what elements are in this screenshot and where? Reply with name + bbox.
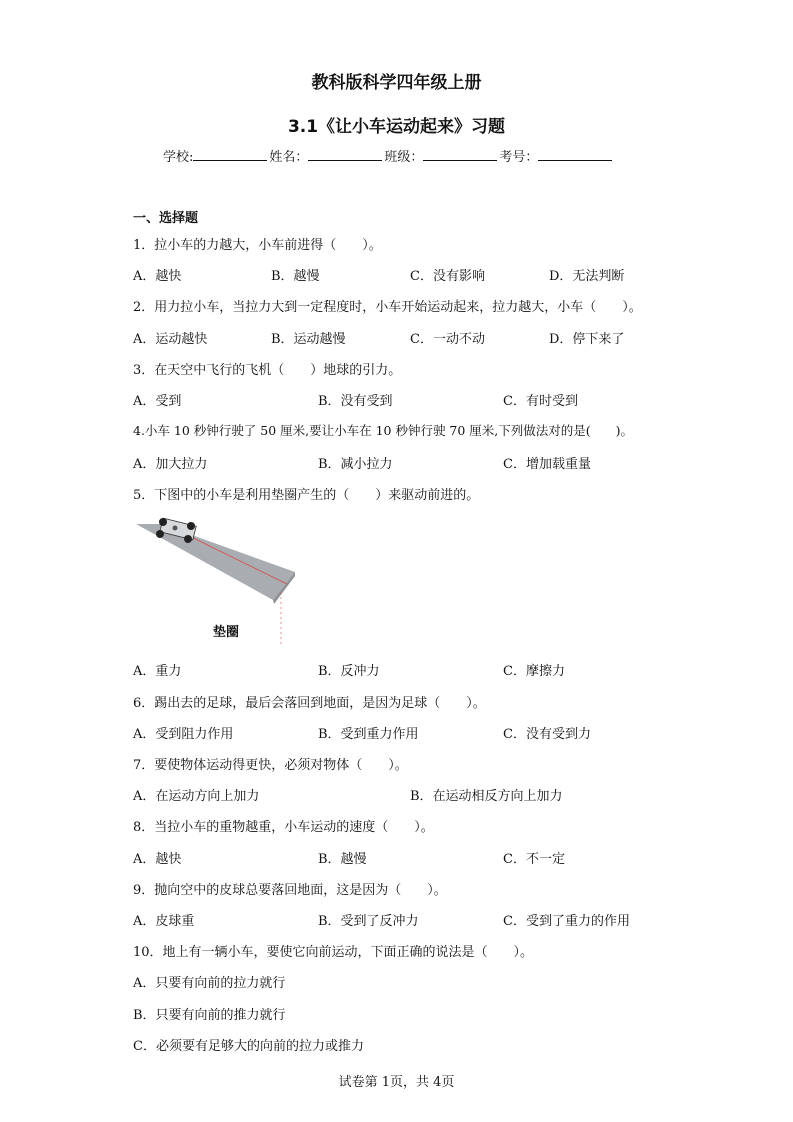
q4-option-b[interactable]: B．减小拉力 — [318, 457, 393, 472]
washer-label: 垫圈 — [213, 625, 240, 640]
q6-option-b[interactable]: B．受到重力作用 — [318, 727, 419, 742]
q6-option-a[interactable]: A．受到阻力作用 — [133, 727, 234, 742]
q1-option-c[interactable]: C．没有影响 — [410, 269, 485, 284]
q6-option-c[interactable]: C．没有受到力 — [503, 727, 591, 742]
q3-option-c[interactable]: C．有时受到 — [503, 394, 578, 409]
q9-option-c[interactable]: C．受到了重力的作用 — [503, 914, 630, 929]
q1-option-b[interactable]: B．越慢 — [271, 269, 320, 284]
class-blank[interactable] — [423, 148, 497, 161]
q8-option-a[interactable]: A．越快 — [133, 852, 182, 867]
school-label: 学校: — [163, 150, 194, 165]
q1-option-d[interactable]: D．无法判断 — [549, 269, 625, 284]
question-5: 5．下图中的小车是利用垫圈产生的（ ）来驱动前进的。 — [133, 488, 480, 503]
q5-option-b[interactable]: B．反冲力 — [318, 664, 380, 679]
name-blank[interactable] — [308, 148, 382, 161]
q2-option-d[interactable]: D．停下来了 — [549, 332, 625, 347]
q9-option-b[interactable]: B．受到了反冲力 — [318, 914, 419, 929]
q2-option-c[interactable]: C．一动不动 — [410, 332, 485, 347]
question-9: 9．抛向空中的皮球总要落回地面，这是因为（ ）。 — [133, 883, 447, 898]
question-10: 10．地上有一辆小车，要使它向前运动，下面正确的说法是（ ）。 — [133, 945, 534, 960]
school-blank[interactable] — [193, 148, 267, 161]
page-subtitle: 3.1《让小车运动起来》习题 — [287, 117, 506, 137]
q7-option-a[interactable]: A．在运动方向上加力 — [133, 789, 260, 804]
question-3: 3．在天空中飞行的飞机（ ）地球的引力。 — [133, 363, 402, 378]
exam-number-label: 考号： — [499, 150, 539, 165]
q10-option-c[interactable]: C．必须要有足够大的向前的拉力或推力 — [133, 1039, 364, 1054]
car-on-board-figure — [133, 512, 298, 650]
q2-option-b[interactable]: B．运动越慢 — [271, 332, 346, 347]
q8-option-b[interactable]: B．越慢 — [318, 852, 367, 867]
question-8: 8．当拉小车的重物越重，小车运动的速度（ ）。 — [133, 820, 434, 835]
student-info-line — [163, 146, 614, 165]
exam-number-blank[interactable] — [538, 148, 612, 161]
q5-option-c[interactable]: C．摩擦力 — [503, 664, 565, 679]
question-2: 2．用力拉小车，当拉力大到一定程度时，小车开始运动起来，拉力越大，小车（ ）。 — [133, 300, 642, 315]
q7-option-b[interactable]: B．在运动相反方向上加力 — [410, 789, 563, 804]
question-7: 7．要使物体运动得更快，必须对物体（ ）。 — [133, 758, 408, 773]
question-6: 6．踢出去的足球，最后会落回到地面，是因为足球（ ）。 — [133, 696, 486, 711]
section-title: 一、选择题 — [133, 211, 199, 226]
q4-option-a[interactable]: A．加大拉力 — [133, 457, 208, 472]
q2-option-a[interactable]: A．运动越快 — [133, 332, 208, 347]
q3-option-a[interactable]: A．受到 — [133, 394, 182, 409]
page-title: 教科版科学四年级上册 — [311, 73, 482, 93]
page-footer: 试卷第 1页，共 4页 — [338, 1075, 455, 1090]
q10-option-b[interactable]: B．只要有向前的推力就行 — [133, 1008, 286, 1023]
q10-option-a[interactable]: A．只要有向前的拉力就行 — [133, 976, 286, 991]
class-label: 班级： — [384, 150, 424, 165]
q8-option-c[interactable]: C．不一定 — [503, 852, 565, 867]
q4-option-c[interactable]: C．增加载重量 — [503, 457, 591, 472]
q5-option-a[interactable]: A．重力 — [133, 664, 182, 679]
q3-option-b[interactable]: B．没有受到 — [318, 394, 393, 409]
q9-option-a[interactable]: A．皮球重 — [133, 914, 195, 929]
name-label: 姓名： — [269, 150, 309, 165]
question-4: 4.小车 10 秒钟行驶了 50 厘米,要让小车在 10 秒钟行驶 70 厘米,下列做法对的是( )。 — [133, 423, 634, 438]
question-1: 1．拉小车的力越大，小车前进得（ ）。 — [133, 238, 382, 253]
q1-option-a[interactable]: A．越快 — [133, 269, 182, 284]
